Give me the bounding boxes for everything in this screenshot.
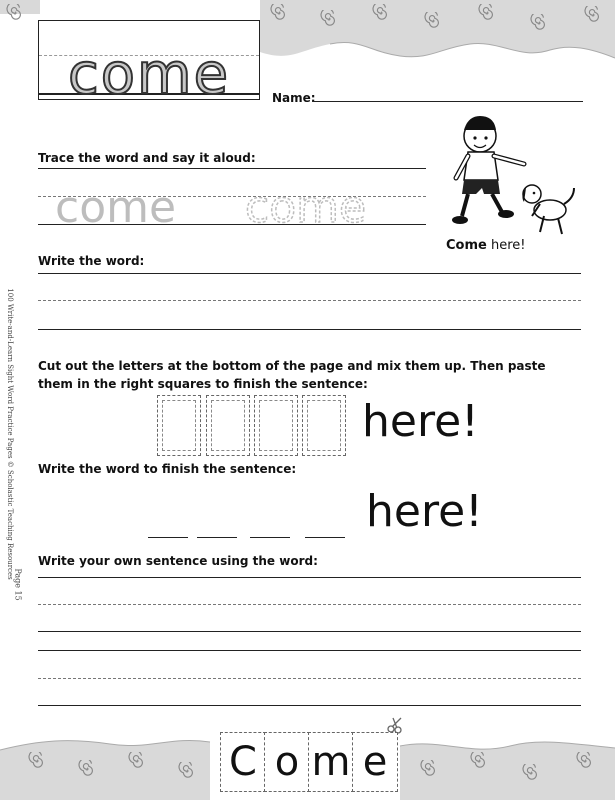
swirl-icon [530, 14, 548, 32]
own-dash-2 [38, 678, 581, 679]
caption-bold: Come [446, 238, 487, 253]
own-line-4[interactable] [38, 705, 581, 706]
write-mid-line [38, 300, 581, 301]
write-instruction: Write the word: [38, 254, 145, 268]
own-line-3[interactable] [38, 650, 581, 651]
title-word [41, 45, 257, 105]
cutout-letter[interactable]: e [352, 732, 398, 792]
credit-side-text: 100 Write-and-Learn Sight Word Practice Pages © Scholastic Teaching Resources [6, 288, 14, 580]
own-instruction: Write your own sentence using the word: [38, 554, 318, 568]
svg-text:come: come [55, 182, 177, 230]
own-line-1[interactable] [38, 577, 581, 578]
swirl-icon [372, 4, 390, 22]
swirl-icon [470, 752, 488, 770]
swirl-icon [128, 752, 146, 770]
swirl-icon [320, 10, 338, 28]
swirl-icon [78, 760, 96, 778]
cut-sentence-end: here! [362, 396, 479, 447]
letter-blank[interactable] [305, 537, 345, 538]
finish-sentence-end: here! [366, 486, 483, 537]
trace-instruction: Trace the word and say it aloud: [38, 151, 256, 165]
svg-text:come: come [245, 182, 367, 230]
swirl-icon [270, 4, 288, 22]
swirl-icon [584, 6, 602, 24]
swirl-icon [522, 764, 540, 782]
letter-blank[interactable] [250, 537, 290, 538]
swirl-icon [576, 752, 594, 770]
cut-instruction: Cut out the letters at the bottom of the page and mix them up. Then paste them in the right squares to finish the sentence: [38, 359, 546, 391]
swirl-icon [28, 752, 46, 770]
svg-text:come: come [67, 45, 231, 105]
swirl-icon [178, 762, 196, 780]
own-line-2[interactable] [38, 631, 581, 632]
caption-rest: here! [486, 238, 526, 253]
swirl-icon [420, 760, 438, 778]
trace-words [55, 180, 415, 230]
paste-square[interactable] [157, 395, 201, 456]
cutout-letter[interactable]: o [264, 732, 310, 792]
trace-top-line [38, 168, 426, 169]
own-dash-1 [38, 604, 581, 605]
title-box [38, 20, 260, 105]
swirl-icon [478, 4, 496, 22]
write-top-line [38, 273, 581, 274]
swirl-icon [424, 12, 442, 30]
boy-and-dog-illustration [440, 108, 580, 243]
letter-blank[interactable] [148, 537, 188, 538]
paste-square[interactable] [254, 395, 298, 456]
letter-blank[interactable] [197, 537, 237, 538]
name-label: Name: [272, 91, 316, 105]
write-base-line[interactable] [38, 329, 581, 330]
finish-instruction: Write the word to finish the sentence: [38, 462, 297, 476]
name-field[interactable] [313, 101, 583, 102]
cutout-letter[interactable]: C [220, 732, 266, 792]
page-number: Page 15 [13, 568, 23, 601]
swirl-icon [6, 4, 24, 22]
paste-square[interactable] [206, 395, 250, 456]
paste-square[interactable] [302, 395, 346, 456]
illustration-caption [446, 238, 525, 253]
cutout-letter[interactable]: m [308, 732, 354, 792]
